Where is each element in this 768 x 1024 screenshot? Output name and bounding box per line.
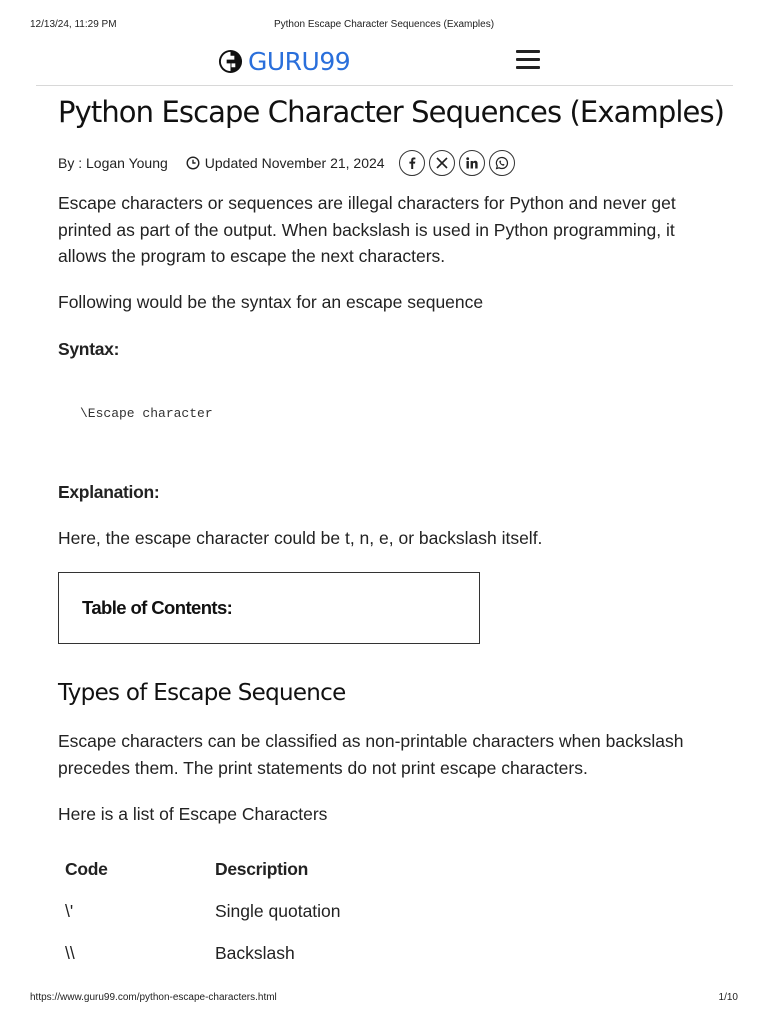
clock-icon [186,156,200,170]
syntax-heading: Syntax: [58,339,120,359]
print-page-url: https://www.guru99.com/python-escape-characters.html [30,992,277,1003]
facebook-icon [405,156,419,170]
whatsapp-icon [495,156,509,170]
table-cell-description: Single quotation [215,900,341,921]
x-share-button[interactable] [429,150,455,176]
table-row [58,932,515,974]
whatsapp-share-button[interactable] [489,150,515,176]
table-header-row [58,848,515,890]
menu-button[interactable] [516,50,540,70]
escape-characters-table [58,848,515,974]
print-header [0,19,768,33]
hamburger-icon-bar [516,50,540,53]
intro-paragraph: Escape characters or sequences are illegal characters for Python and never get printed as part of the output. When backslash is used in Python programming, it allows the program to escape the next characters. [58,193,676,266]
table-row [58,890,515,932]
syntax-code-block: \Escape character [80,406,213,421]
table-of-contents-box[interactable] [58,572,480,644]
table-cell-code: \' [65,900,74,921]
table-cell-code: \\ [65,942,75,963]
table-header-description: Description [215,858,308,879]
site-logo-text: GURU99 [248,46,351,76]
updated-date: Updated November 21, 2024 [204,155,385,171]
explanation-heading: Explanation: [58,482,160,502]
print-page-number: 1/10 [718,992,738,1003]
site-header [36,40,733,86]
table-cell-description: Backslash [215,942,295,963]
linkedin-icon [465,156,479,170]
site-logo-link[interactable] [218,46,350,76]
table-header-code: Code [65,858,108,879]
table-of-contents-label: Table of Contents: [82,597,233,618]
hamburger-icon-bar [516,66,540,69]
list-intro-paragraph: Here is a list of Escape Characters [58,804,328,824]
social-share [399,150,515,176]
article-title: Python Escape Character Sequences (Examples) [58,95,725,129]
print-document-title: Python Escape Character Sequences (Examples) [273,19,495,30]
facebook-share-button[interactable] [399,150,425,176]
section-heading: Types of Escape Sequence [58,680,346,706]
hamburger-icon-bar [516,58,540,61]
explanation-paragraph: Here, the escape character could be t, n, e, or backslash itself. [58,528,543,548]
section-paragraph: Escape characters can be classified as non-printable characters when backslash precedes them. The print statements do not print escape characters. [58,731,684,778]
article-meta [58,148,718,178]
print-footer [0,992,768,1006]
guru99-logo-icon [218,49,243,74]
print-datetime: 12/13/24, 11:29 PM [30,19,117,30]
linkedin-share-button[interactable] [459,150,485,176]
author-byline: By : Logan Young [58,155,168,171]
syntax-intro-paragraph: Following would be the syntax for an escape sequence [58,292,484,312]
x-icon [435,156,449,170]
